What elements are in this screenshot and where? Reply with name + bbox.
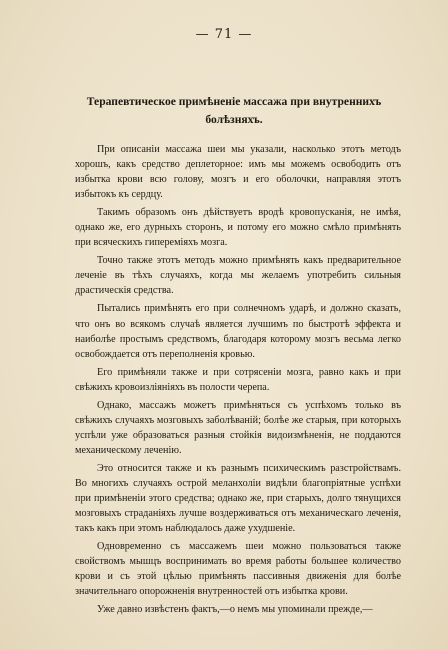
paragraph: Однако, массажъ можетъ примѣняться съ успѣхомъ только въ свѣжихъ случаяхъ мозговыхъ заболѣваній; болѣе же старыя, при которыхъ успѣли уже образоваться разныя стойкія видоизмѣненія, не поддаются механическому леченію. bbox=[75, 399, 401, 456]
paragraph: Одновременно съ массажемъ шеи можно пользоваться также свойствомъ мышцъ воспринимать во время работы большее количество крови и съ этой цѣлью примѣнять пассивныя движенія для болѣе значительнаго опорожненія внутренностей отъ избытка крови. bbox=[75, 541, 401, 598]
paragraph: Пытались примѣнять его при солнечномъ ударѣ, и должно сказать, что онъ во всякомъ случаѣ является лучшимъ по быстротѣ эффекта и наиболѣе простымъ средствомъ, благодаря которому мозгъ весьма легко освобождается отъ переполненія кровью. bbox=[75, 303, 401, 360]
paragraph: Такимъ образомъ онъ дѣйствуетъ вродѣ кровопусканія, не имѣя, однако же, его дурныхъ сторонъ, и потому его можно смѣло примѣнять при всяческихъ гипереміяхъ мозга. bbox=[75, 207, 401, 249]
paragraph: Это относится также и къ разнымъ психическимъ разстройствамъ. Во многихъ случаяхъ острой меланхоліи видѣли благопріятные успѣхи при примѣненіи этого средства; однако же, при старыхъ, долго тянущихся мозговыхъ страданіяхъ лучше воздерживаться отъ механическаго леченія, такъ какъ при этомъ наблюдалось даже ухудшеніе. bbox=[75, 462, 401, 535]
paragraph: При описаніи массажа шеи мы указали, насколько этотъ методъ хорошъ, какъ средство деплеторное: имъ мы можемъ освободить отъ избытка крови всю голову, мозгъ и его оболочки, направляя этотъ избытокъ къ сердцу. bbox=[75, 144, 401, 201]
body-text bbox=[75, 142, 401, 620]
page-number: — 71 — bbox=[195, 27, 253, 42]
paragraph: Точно также этотъ методъ можно примѣнять какъ предварительное леченіе въ тѣхъ случаяхъ, когда мы желаемъ употребить сильныя драстическія средства. bbox=[75, 255, 401, 297]
section-title: Терапевтическое примѣненіе массажа при внутреннихъ болѣзняхъ. bbox=[86, 95, 382, 126]
paragraph: Уже давно извѣстенъ фактъ,—о немъ мы упоминали прежде,— bbox=[97, 604, 373, 616]
paragraph: Его примѣняли также и при сотрясеніи мозга, равно какъ и при свѣжихъ кровоизліяніяхъ въ полости черепа. bbox=[75, 366, 401, 393]
